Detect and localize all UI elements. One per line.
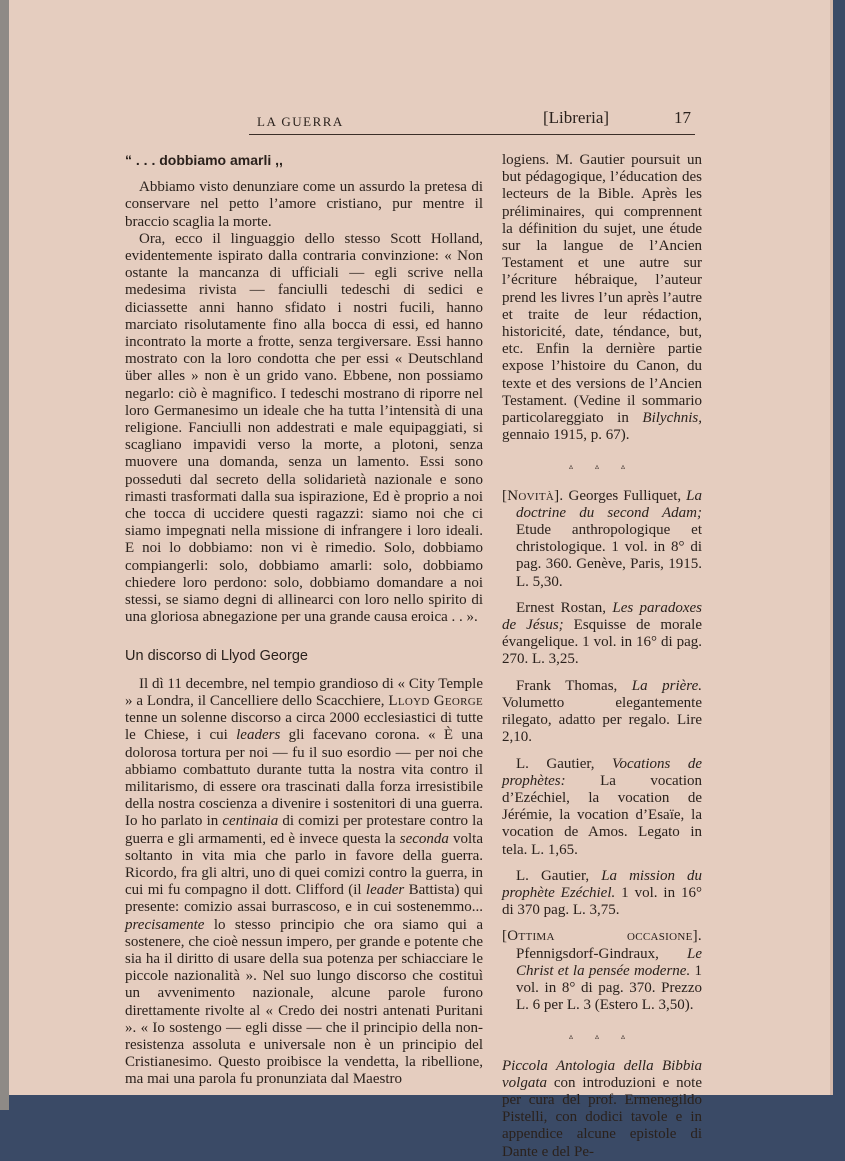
book-entry: Frank Thomas, La prière. Volumetto elegantemente rilegato, adatto per regalo. Lire 2,10. <box>502 677 702 746</box>
book-entry: [Ottima occasione]. Pfennigsdorf-Gindraux, Le Christ et la pensée moderne. 1 vol. in 8° di pag. 370. Prezzo L. 6 per L. 3 (Estero L. 3,50). <box>502 928 703 1014</box>
book-entry: L. Gautier, La mission du prophète Ezéchiel. 1 vol. in 16° di 370 pag. L. 3,75. <box>502 867 703 919</box>
article-heading-1: “ . . . dobbiamo amarli ,, <box>125 152 283 168</box>
page-sheet <box>9 0 833 1160</box>
right-column <box>502 152 702 1161</box>
paragraph: Abbiamo visto denunziare come un assurdo la pretesa di conservare nel petto l’amore cristiano, pur mentre il braccio scaglia la morte. <box>125 179 483 230</box>
paragraph: Il dì 11 decembre, nel tempio grandioso di « City Temple » a Londra, il Cancelliere dello Scacchiere, Lloyd George tenne un solenne discorso a circa 2000 ecclesiastici di tutte le Chiese, i cui leaders gli facevano corona. « È una dolorosa tortura per noi — fu il suo esordio — per noi che abbiamo combattuto durante tutta la nostra vita contro il militarismo, di essere ora trascinati dalla forza irresistibile della nostra coscienza a divenire i sostenitori di una guerra. Io ho parlato in centinaia di comizi per protestare contro la guerra e gli armamenti, ed è invece questa la seconda volta soltanto in vita mia che parlo in favore della guerra. Ricordo, fra gli altri, uno di quei comizi contro la guerra, in cui mi fu compagno il dott. Clifford (il leader Battista) qui presente: comizio assai burrascoso, e in cui sostenemmo... precisamente lo stesso principio che ora siamo qui a sostenere, che cioè nessun impero, per grande e potente che sia ha il diritto di usare della sua potenza per schiacciare le piccole nazionalità ». Nel suo lungo discorso che costituì un avvenimento nazionale, alcune parole furono direttamente rivolte al « Credo dei nostri antenati Puritani ». « Io sostengo — egli disse — che il principio della non-resistenza assoluta e universale non è un principio del Cristianesimo. Questo proibisce la vendetta, la ribellione, ma mai una parola fu pronunziata dal Maestro <box>125 675 484 1088</box>
book-entry: Ernest Rostan, Les paradoxes de Jésus; Esquisse de morale évangelique. 1 vol. in 16° di pag. 270. L. 3,25. <box>502 599 702 668</box>
paragraph: Ora, ecco il linguaggio dello stesso Scott Holland, evidentemente ispirato dalla contraria convinzione: « Non ostante la mancanza di ufficiali — egli scrive nella medesima rivista — fanciulli tedeschi di sedici e diciassette anni hanno sfidato i nostri fucili, hanno marciato risolutamente fino alla bocca di essi, ed hanno incontrato la morte a frotte, senza tergiversare. Essi hanno mostrato con la loro condotta che per essi « Deutschland über alles » non è un grido vano. Ebbene, non possiamo negarlo: ciò è magnifico. I tedeschi mostrano di riporre nel loro Germanesimo un ideale che ha tutta l’intensità di una religione. Fanciulli non addestrati e male equipaggiati, si scagliano impavidi verso la morte, a plotoni, senza muovere una domanda, senza un lamento. Essi sono posseduti dal secreto della solidarietà nazionale e sono rimasti trasformati dalla sua ispirazione, Ed è proprio a noi che tocca di uccidere questi ragazzi: siamo noi che ci siamo impegnati nella missione di infrangere i loro ideali. E noi lo dobbiamo: non vi è rimedio. Solo, dobbiamo compiangerli: solo, dobbiamo amarli: solo, dobbiamo chiedere loro perdono: solo, dobbiamo domandare a noi stessi, se siamo degni di allinearci con loro nello spirito di una gloriosa abnegazione per una grande causa eroica . . ». <box>125 230 483 626</box>
ornament-triangles-icon: ▵ ▵ ▵ <box>568 462 636 472</box>
running-title: LA GUERRA <box>257 114 344 129</box>
book-entry: L. Gautier, Vocations de prophètes: La vocation d’Ezéchiel, la vocation de Jérémie, la vocation d’Esaïe, la vocation de Amos. Legato in tela. L. 1,65. <box>502 755 702 858</box>
page-number: 17 <box>674 108 691 127</box>
page-edge <box>830 0 833 1095</box>
person-name: Lloyd George <box>388 692 483 709</box>
book-entry: [Novità]. Georges Fulliquet, La doctrine du second Adam; Etude anthropologique et christologique. 1 vol. in 8° di pag. 360. Genève, Paris, 1915. L. 5,30. <box>502 487 702 590</box>
ornament-triangles-icon: ▵ ▵ ▵ <box>568 1032 636 1042</box>
section-label: [Libreria] <box>543 108 610 127</box>
running-head <box>249 108 695 135</box>
book-entry: Piccola Antologia della Bibbia volgata con introduzioni e note per cura del prof. Ermenegildo Pistelli, con dodici tavole e in appendice alcune epistole di Dante e del Pe- <box>502 1057 702 1160</box>
review-continuation: logiens. M. Gautier poursuit un but pédagogique, l’éducation des lecteurs de la Bible. Après les préliminaires, qui comprennent la définition du sujet, une étude sur la langue de l’Ancien Testament et une autre sur l’écriture hébraique, l’auteur prend les livres l’un après l’autre et traite de leur rédaction, historicité, date, téndance, but, etc. Enfin la dernière partie expose l’histoire du Canon, du texte et des versions de l’Ancien Testament. (Vedine il sommario particolareggiato in Bilychnis, gennaio 1915, p. 67). <box>502 152 702 444</box>
left-column <box>125 152 483 1089</box>
article-heading-2: Un discorso di Llyod George <box>125 648 308 665</box>
book-spine <box>0 0 9 1110</box>
